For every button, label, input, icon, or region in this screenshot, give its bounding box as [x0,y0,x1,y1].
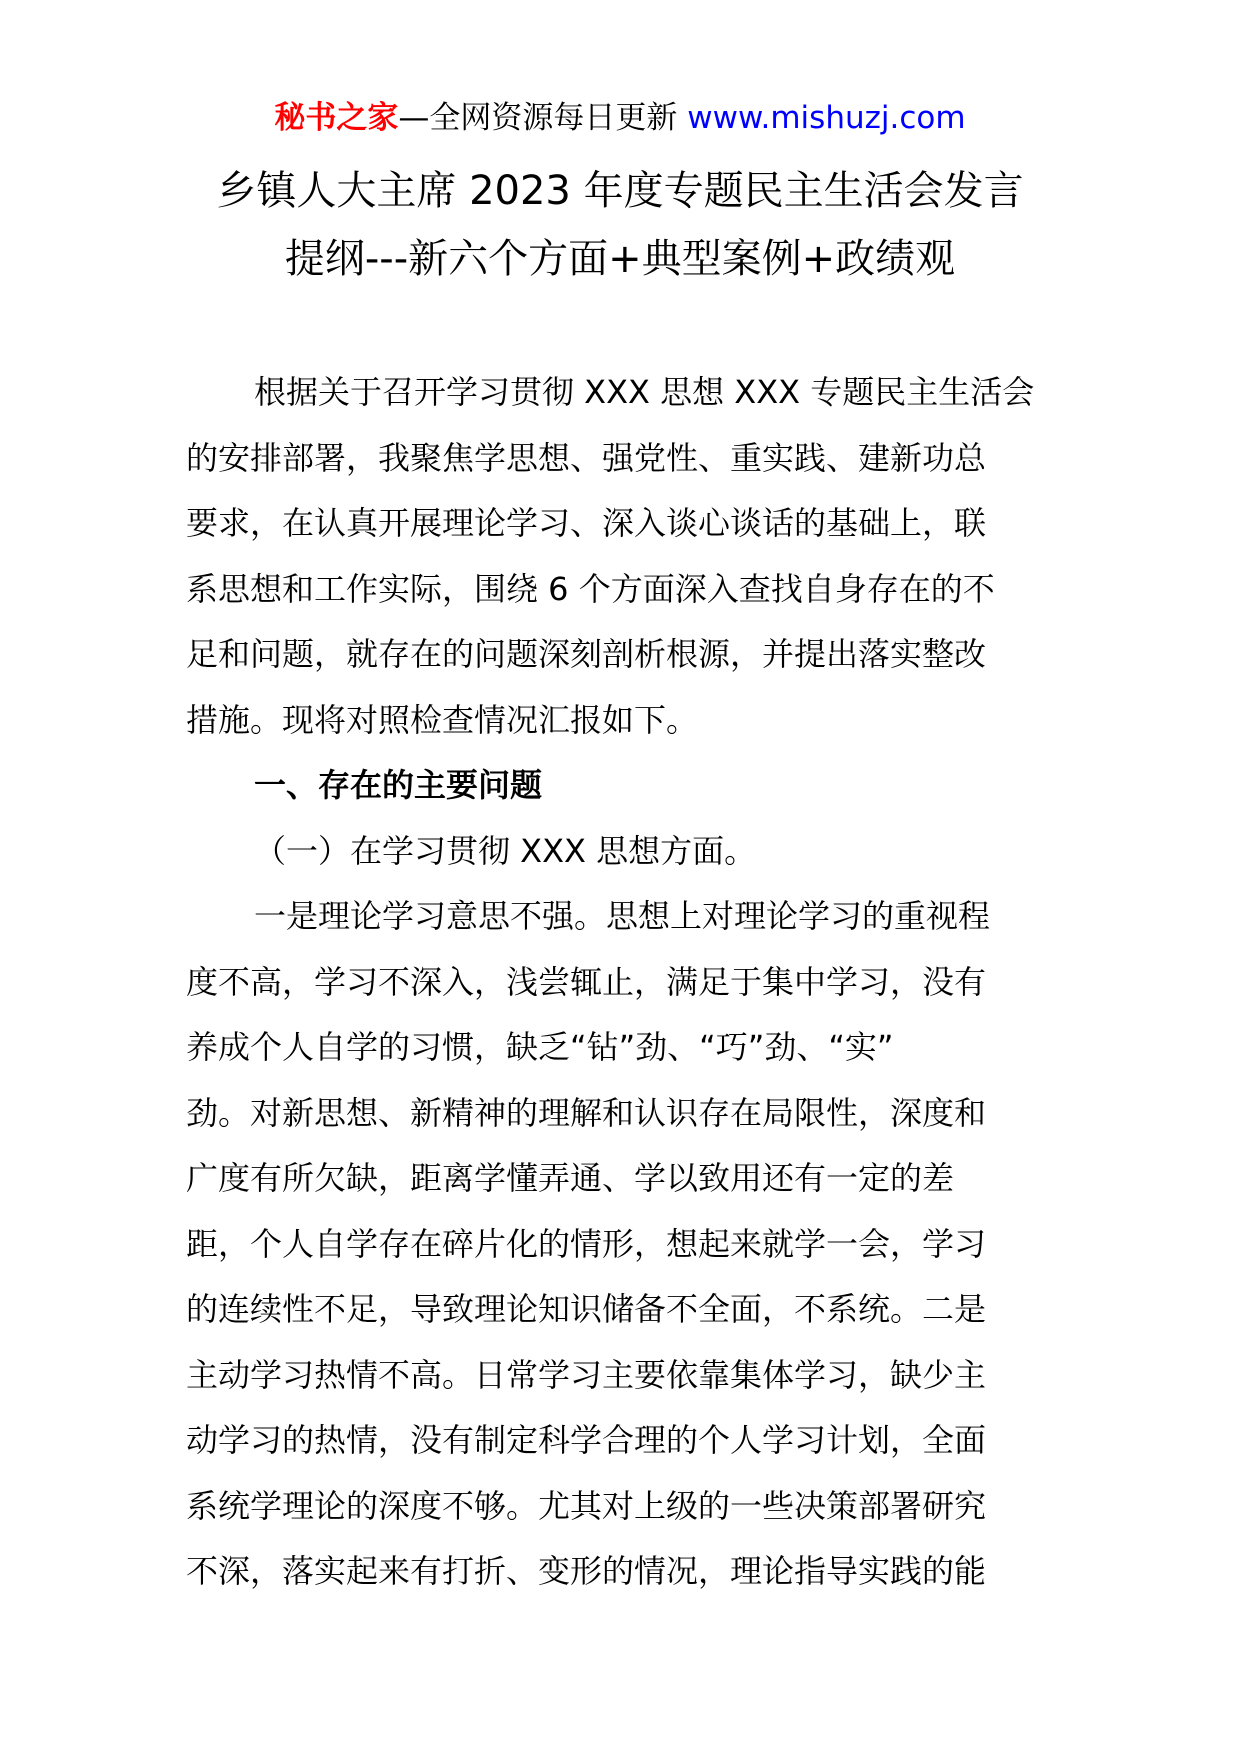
body-line: 距，个人自学存在碎片化的情形，想起来就学一会，学习 [186,1224,987,1263]
body-line: 动学习的热情，没有制定科学合理的个人学习计划，全面 [186,1421,987,1459]
body-line: 一是理论学习意思不强。思想上对理论学习的重视程 [254,897,991,935]
body-line: 劲。对新思想、新精神的理解和认识存在局限性，深度和 [186,1093,987,1132]
body-line: 度不高，学习不深入，浅尝辄止，满足于集中学习，没有 [186,962,987,1001]
site-tagline: 全网资源每日更新 [429,100,688,136]
body-line: 措施。现将对照检查情况汇报如下。 [186,700,699,739]
body-line: 的连续性不足，导致理论知识储备不全面，不系统。二是 [186,1290,987,1328]
body-line: 不深，落实起来有打折、变形的情况，理论指导实践的能 [186,1552,987,1590]
body-line: 养成个人自学的习惯，缺乏“钻”劲、“巧”劲、“实” [186,1028,894,1066]
body-line: 主动学习热情不高。日常学习主要依靠集体学习，缺少主 [186,1355,987,1394]
body-line: 要求，在认真开展理论学习、深入谈心谈话的基础上，联 [186,504,987,542]
document-title-line-2: 提纲---新六个方面+典型案例+政绩观 [284,236,956,282]
body-line: 系统学理论的深度不够。尤其对上级的一些决策部署研究 [186,1486,987,1525]
subsection-heading: （一）在学习贯彻 XXX 思想方面。 [254,831,757,870]
site-header [0,98,1240,138]
site-brand: 秘书之家 [274,100,399,136]
body-line: 足和问题，就存在的问题深刻剖析根源，并提出落实整改 [186,635,987,673]
document-title-line-1: 乡镇人大主席 2023 年度专题民主生活会发言 [216,168,1024,214]
site-url-link[interactable]: www.mishuzj.com [687,100,966,136]
header-dash: — [398,100,430,136]
body-line: 系思想和工作实际，围绕 6 个方面深入查找自身存在的不 [186,569,995,608]
section-heading: 一、存在的主要问题 [254,766,543,804]
body-line: 根据关于召开学习贯彻 XXX 思想 XXX 专题民主生活会 [254,373,1035,411]
document-body [186,360,1066,1605]
body-line: 广度有所欠缺，距离学懂弄通、学以致用还有一定的差 [186,1159,955,1197]
body-line: 的安排部署，我聚焦学思想、强党性、重实践、建新功总 [186,438,987,477]
